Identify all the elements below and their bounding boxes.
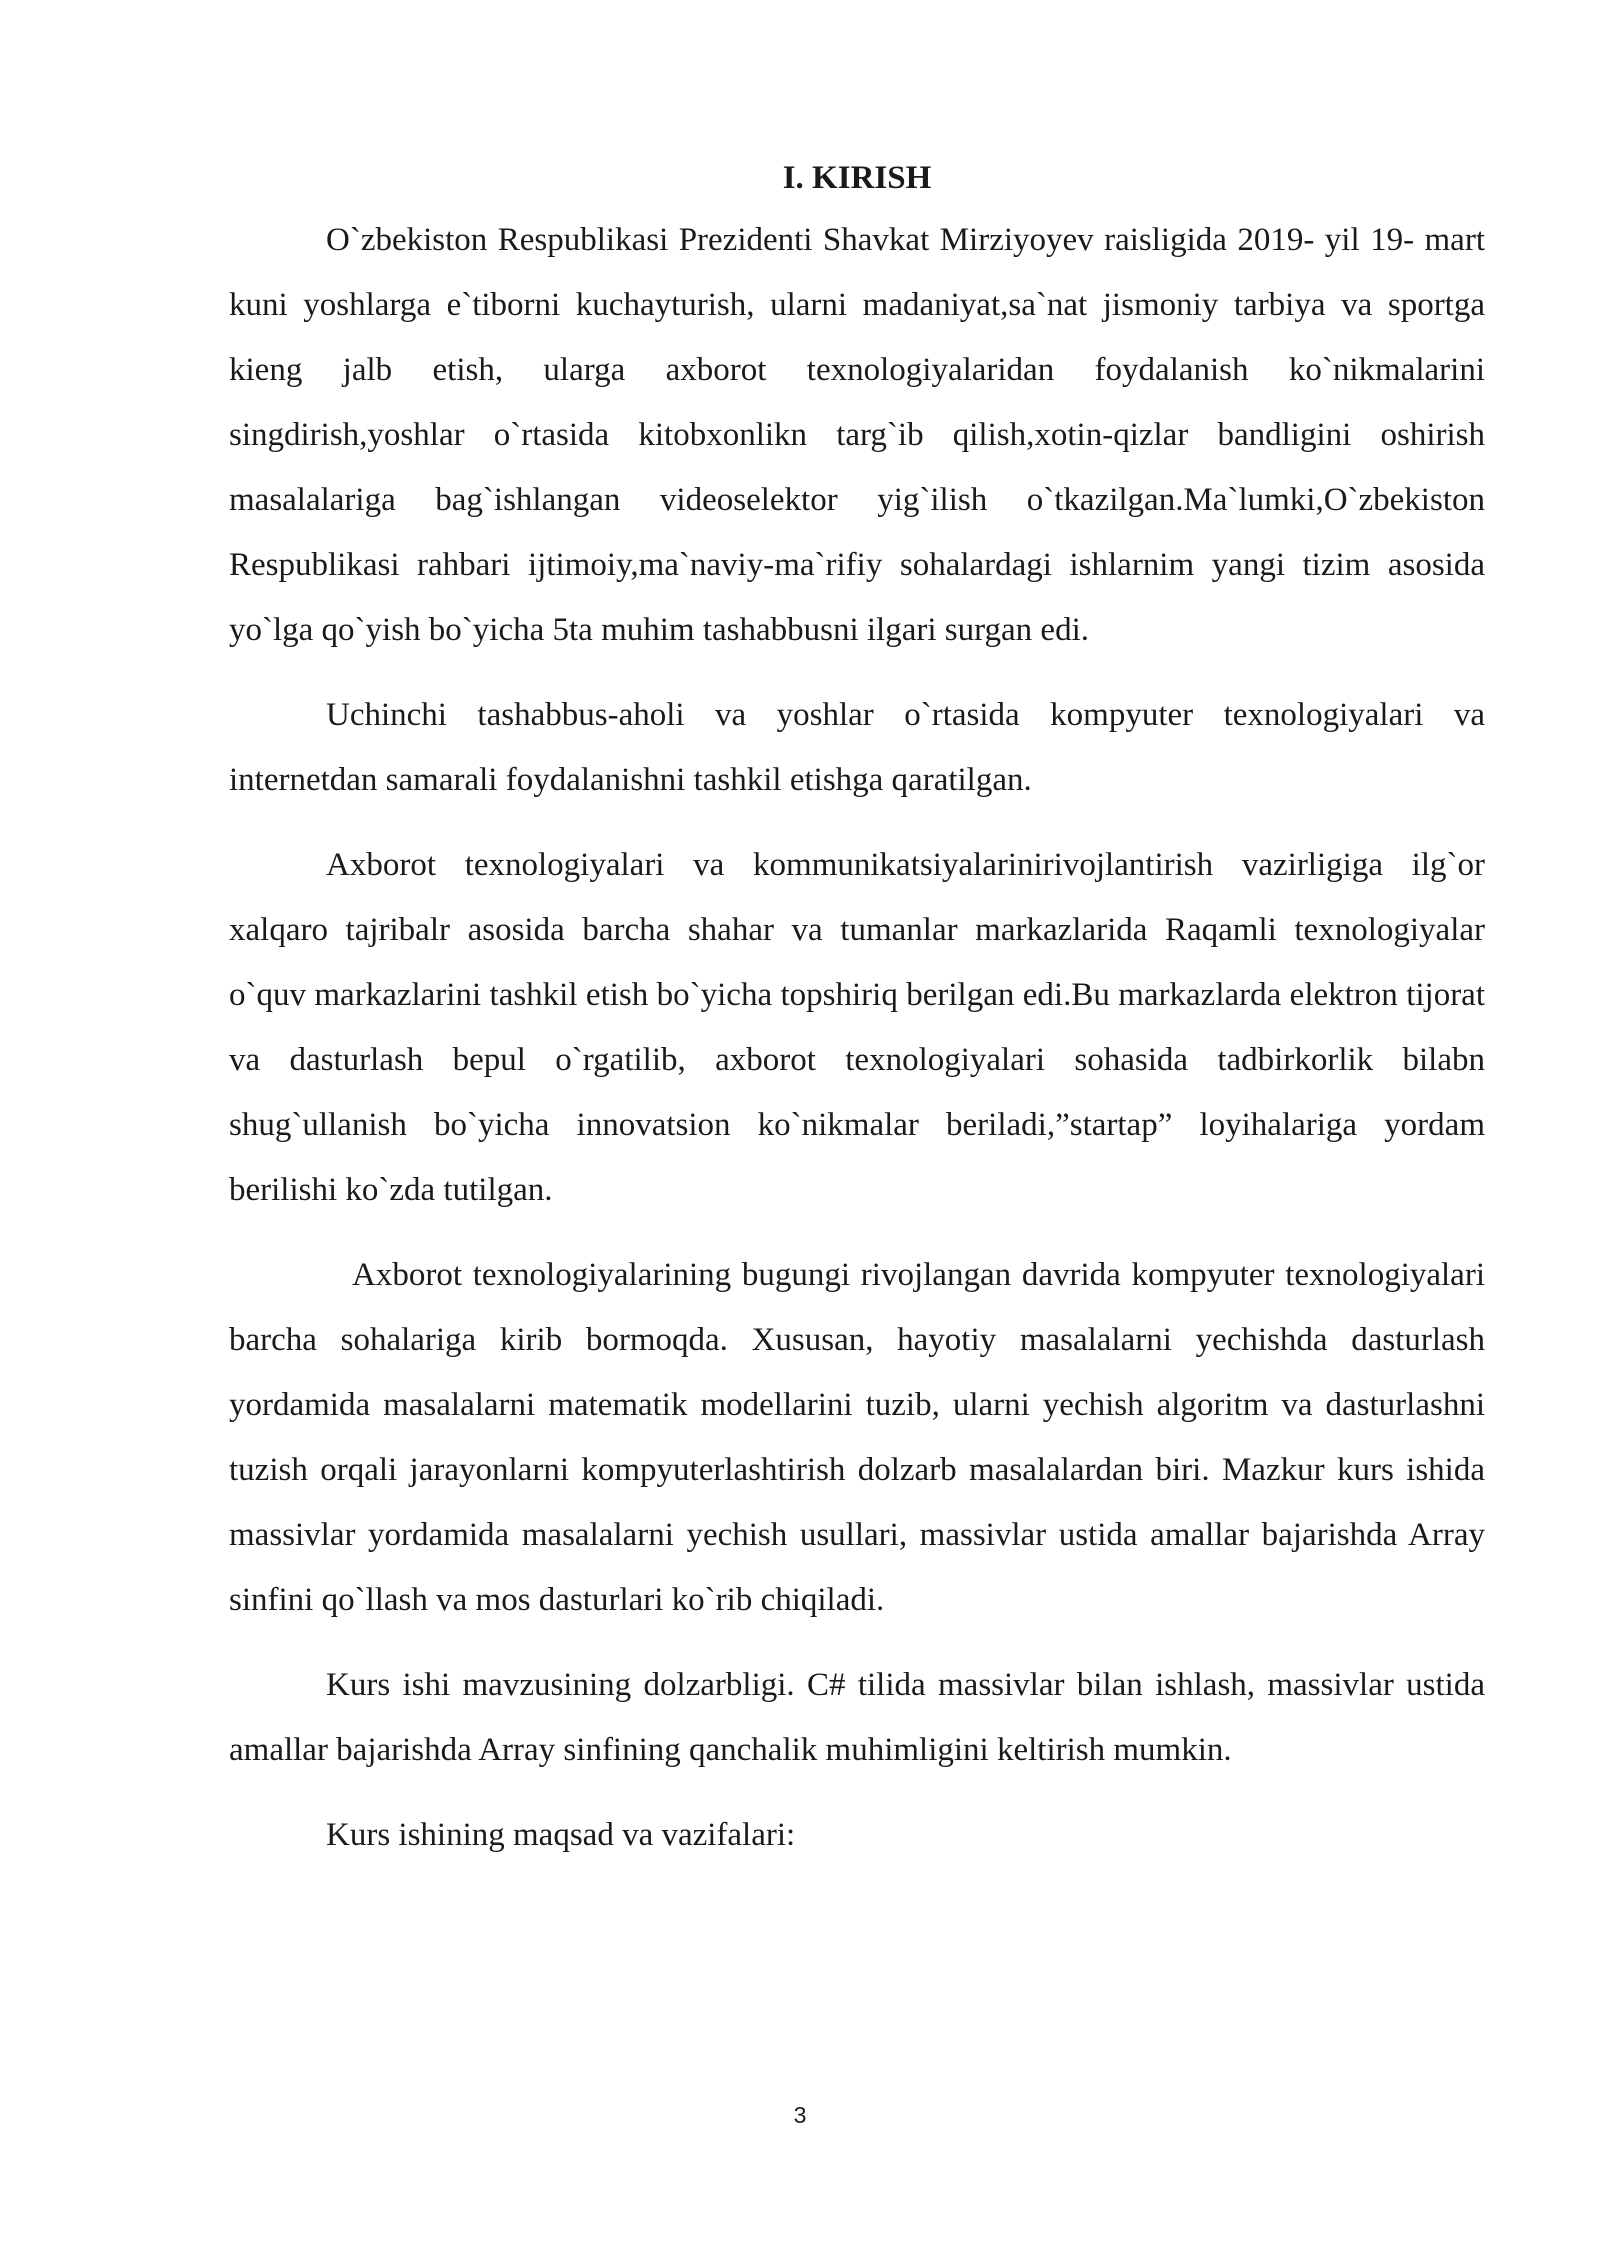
paragraph-it-development: Axborot texnologiyalarining bugungi rivojlangan davrida kompyuter texnologiyalari barcha sohalariga kirib bormoqda. Xususan, hayotiy masalalarni yechishda dasturlash yordamida masalalarni matematik modellarini tuzib, ularni yechish algoritm va dasturlashni tuzish orqali jarayonlarni kompyuterlashtirish dolzarb masalalardan biri. Mazkur kurs ishida massivlar yordamida masalalarni yechish usullari, massivlar ustida amallar bajarishda Array sinfini qo`llash va mos dasturlari ko`rib chiqiladi. xyxy=(229,1257,1485,1618)
page-content xyxy=(229,148,1485,1888)
section-title: I. KIRISH xyxy=(782,160,932,196)
paragraph-intro: O`zbekiston Respublikasi Prezidenti Shavkat Mirziyoyev raisligida 2019- yil 19- mart kuni yoshlarga e`tiborni kuchayturish, ularni madaniyat,sa`nat jismoniy tarbiya va sportga kieng jalb etish, ularga axborot texnologiyalaridan foydalanish ko`nikmalarini singdirish,yoshlar o`rtasida kitobxonlikn targ`ib qilish,xotin-qizlar bandligini oshirish masalalariga bag`ishlangan videoselektor yig`ilish o`tkazilgan.Ma`lumki,O`zbekiston Respublikasi rahbari ijtimoiy,ma`naviy-ma`rifiy sohalardagi ishlarnim yangi tizim asosida yo`lga qo`yish bo`yicha 5ta muhim tashabbusni ilgari surgan edi. xyxy=(229,222,1485,648)
paragraph-goals: Kurs ishining maqsad va vazifalari: xyxy=(326,1817,796,1853)
paragraph-it-ministry: Axborot texnologiyalari va kommunikatsiyalarinirivojlantirish vazirligiga ilg`or xalqaro tajribalr asosida barcha shahar va tumanlar markazlarida Raqamli texnologiyalar o`quv markazlarini tashkil etish bo`yicha topshiriq berilgan edi.Bu markazlarda elektron tijorat va dasturlash bepul o`rgatilib, axborot texnologiyalari sohasida tadbirkorlik bilabn shug`ullanish bo`yicha innovatsion ko`nikmalar beriladi,”startap” loyihalariga yordam berilishi ko`zda tutilgan. xyxy=(229,847,1485,1208)
page-number: 3 xyxy=(793,2102,807,2128)
paragraph-relevance: Kurs ishi mavzusining dolzarbligi. C# tilida massivlar bilan ishlash, massivlar ustida amallar bajarishda Array sinfining qanchalik muhimligini keltirish mumkin. xyxy=(229,1667,1485,1768)
paragraph-third-initiative: Uchinchi tashabbus-aholi va yoshlar o`rtasida kompyuter texnologiyalari va internetdan samarali foydalanishni tashkil etishga qaratilgan. xyxy=(229,697,1485,798)
